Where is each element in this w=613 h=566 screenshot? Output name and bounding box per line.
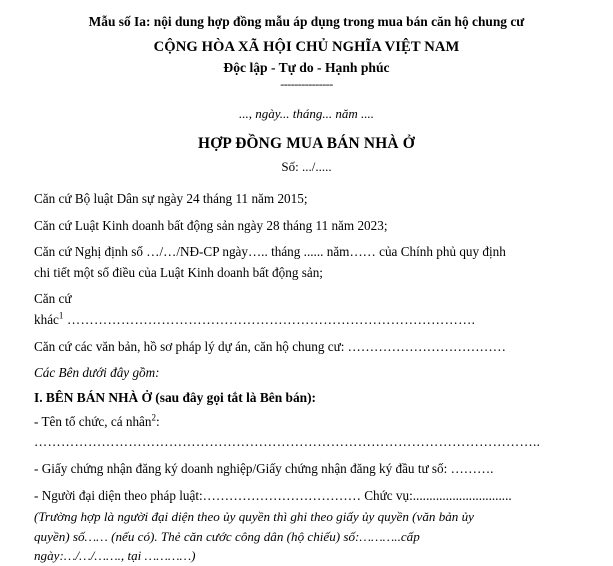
field-legal-representative: - Người đại diện theo pháp luật:……………………………… Chức vụ:.............................. <box>34 487 512 503</box>
legal-basis-real-estate-law: Căn cứ Luật Kinh doanh bất động sản ngày 28 tháng 11 năm 2023; <box>34 217 388 233</box>
footnote-marker-2: 2 <box>151 412 156 423</box>
legal-basis-decree-line1: Căn cứ Nghị định số …/…/NĐ-CP ngày….. tháng ...... năm…… của Chính phủ quy định <box>34 244 506 260</box>
footnote-marker-1: 1 <box>58 310 64 321</box>
legal-basis-other-line2 <box>34 310 579 331</box>
document-number: Số: .../..... <box>281 159 332 174</box>
legal-basis-decree-line2: chi tiết một số điều của Luật Kinh doanh bất động sản; <box>34 264 323 280</box>
document-title: HỢP ĐỒNG MUA BÁN NHÀ Ở <box>198 135 415 152</box>
section-seller-note: (sau đây gọi tắt là Bên bán): <box>155 389 317 405</box>
legal-basis-project-documents: Căn cứ các văn bản, hồ sơ pháp lý dự án, căn hộ chung cư: ……………………………… <box>34 338 506 354</box>
field-organization-name-dots: ………………………………………………………………………………………………….. <box>34 434 541 450</box>
section-seller-heading <box>34 390 579 406</box>
legal-basis-other-label: khác <box>34 311 59 327</box>
field-organization-name <box>34 412 579 433</box>
parties-intro: Các Bên dưới đây gồm: <box>34 365 160 381</box>
legal-basis-civil-code: Căn cứ Bộ luật Dân sự ngày 24 tháng 11 năm 2015; <box>34 191 308 206</box>
note-authorized-representative-line2: quyền) số…… (nếu có). Thẻ căn cước công dân (hộ chiếu) số:………..cấp <box>34 528 420 544</box>
national-motto: Độc lập - Tự do - Hạnh phúc <box>223 60 390 75</box>
legal-basis-other-line1: Căn cứ <box>34 291 72 307</box>
form-header: Mẫu số Ia: nội dung hợp đồng mẫu áp dụng trong mua bán căn hộ chung cư <box>88 14 525 29</box>
note-authorized-representative-line3: ngày:…/…/……., tại …………) <box>34 548 196 564</box>
field-business-license: - Giấy chứng nhận đăng ký doanh nghiệp/Giấy chứng nhận đăng ký đầu tư số: ………. <box>34 460 494 476</box>
field-organization-name-colon: : <box>155 413 160 429</box>
section-seller-title: I. BÊN BÁN NHÀ Ở <box>34 389 152 405</box>
date-placeholder-line: ..., ngày... tháng... năm .... <box>238 106 375 121</box>
national-title: CỘNG HÒA XÃ HỘI CHỦ NGHĨA VIỆT NAM <box>153 39 460 55</box>
field-organization-name-label: - Tên tổ chức, cá nhân <box>34 413 152 429</box>
legal-basis-other-dots: ………………………………………………………………………………. <box>63 311 476 327</box>
divider-rule: --------------- <box>280 77 333 91</box>
note-authorized-representative-line1: (Trường hợp là người đại diện theo ủy quyền thì ghi theo giấy ủy quyền (văn bản ủy <box>34 509 474 525</box>
